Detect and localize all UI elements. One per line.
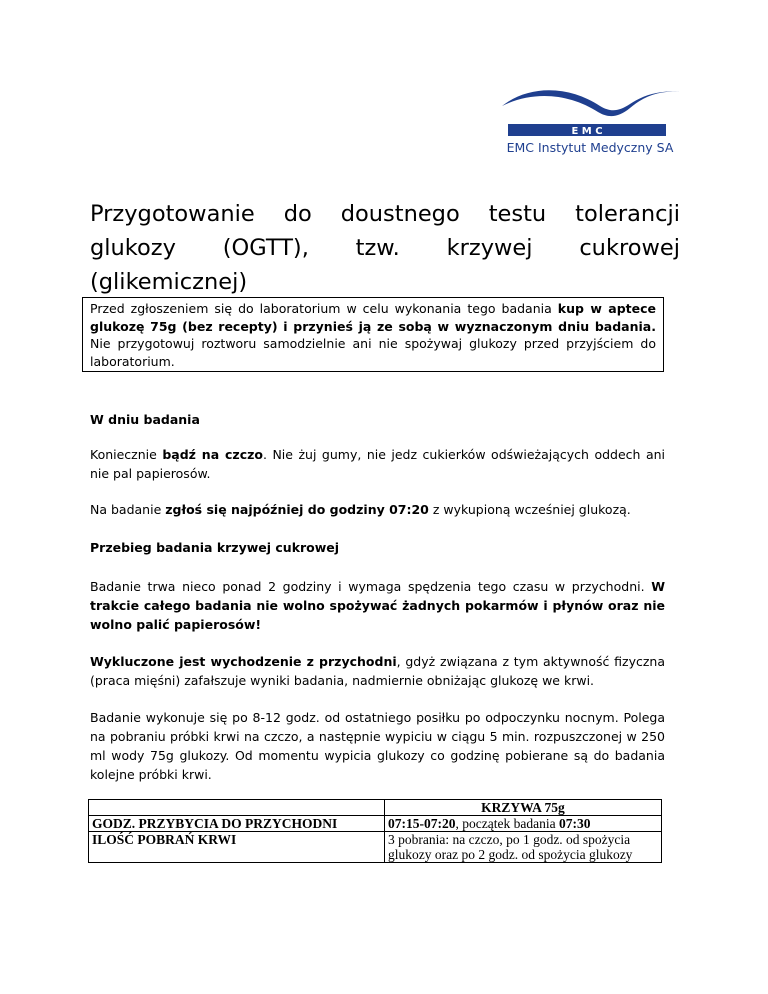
logo-caption: EMC Instytut Medyczny SA [506,140,674,155]
duration-text-a: Badanie trwa nieco ponad 2 godziny i wymaga spędzenia tego czasu w przychodni. [90,579,652,594]
blood-draws-value: 3 pobrania: na czczo, po 1 godz. od spożycia glukozy oraz po 2 godz. od spożycia glukozy [385,832,662,863]
arrival-time-text: , początek badania [455,816,559,831]
paragraph-arrival [90,500,665,519]
logo-letters: E M C [571,126,603,137]
notice-bold-text: kup w aptece glukozę 75g (bez recepty) i przynieś ją ze sobą w wyznaczonym dniu badania. [90,301,657,334]
no-leaving-text: , gdyż związana z tym aktywność fizyczna (praca mięśni) zafałszuje wyniki badania, nadmiernie obniżając glukozę we krwi. [90,654,665,688]
arrival-time-label: GODZ. PRZYBYCIA DO PRZYCHODNI [89,816,385,832]
notice-box [82,297,664,372]
table-header-row [89,800,662,816]
notice-text-2: Nie przygotowuj roztworu samodzielnie ani nie spożywaj glukozy przed przyjściem do laboratorium. [90,336,656,369]
heading-course-text: Przebieg badania krzywej cukrowej [90,540,340,555]
duration-text-bold: W trakcie całego badania nie wolno spożywać żadnych pokarmów i płynów oraz nie wolno palić papierosów! [90,579,665,632]
paragraph-procedure: Badanie wykonuje się po 8-12 godz. od ostatniego posiłku po odpoczynku nocnym. Polega na pobraniu próbki krwi na czczo, a następnie wypiciu w ciągu 5 min. rozpuszczonej w 250 ml wody 75g glukozy. Od momentu wypicia glukozy co godzinę pobierane są do badania kolejne próbki krwi. [90,710,665,782]
notice-text-1: Przed zgłoszeniem się do laboratorium w celu wykonania tego badania [90,301,558,316]
fasting-text-c: . Nie żuj gumy, nie jedz cukierków odświeżających oddech ani nie pal papierosów. [90,447,665,481]
arrival-time-value [385,816,662,832]
heading-day-text: W dniu badania [90,412,200,427]
arrival-text-bold: zgłoś się najpóźniej do godziny 07:20 [165,502,429,517]
paragraph-fasting [90,445,665,483]
no-leaving-bold: Wykluczone jest wychodzenie z przychodni [90,654,397,669]
arrival-text-a: Na badanie [90,502,166,517]
paragraph-no-leaving [90,652,665,690]
emc-wing-logo-icon [500,82,680,142]
exam-start-time: 07:30 [558,816,591,831]
arrival-time-range: 07:15-07:20 [388,816,456,831]
section-heading-day [90,410,665,429]
section-heading-course [90,538,665,557]
table-header-cell: KRZYWA 75g [385,800,662,816]
table-row [89,832,662,863]
emc-logo [500,82,680,162]
table-header-empty-cell [89,800,385,816]
arrival-text-c: z wykupioną wcześniej glukozą. [428,502,631,517]
notice-text [90,300,656,370]
fasting-text-a: Koniecznie [90,447,163,462]
table-row [89,816,662,832]
page-title: Przygotowanie do doustnego testu tolerancji glukozy (OGTT), tzw. krzywej cukrowej (glikemicznej) [90,201,680,295]
paragraph-duration [90,577,665,634]
blood-draws-label: ILOŚĆ POBRAŃ KRWI [89,832,385,863]
exam-info-table [88,799,662,863]
fasting-text-bold: bądź na czczo [162,447,263,462]
